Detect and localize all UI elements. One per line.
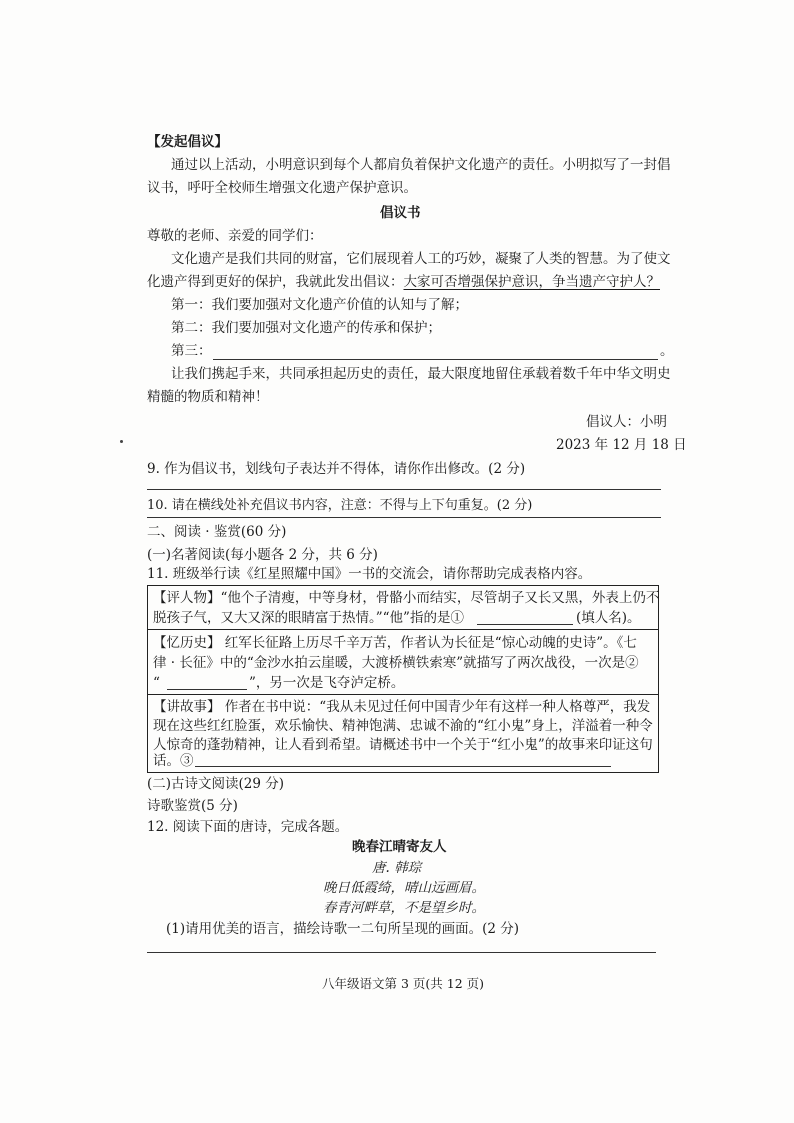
blank-2-line[interactable] [167,689,247,690]
table-row3-line1: 【讲故事】 作者在书中说：“我从未见过任何中国青少年有这样一种人格尊严，我发 [153,699,651,715]
page-footer: 八年级语文第 3 页(共 12 页) [322,976,485,991]
q10-answer-line[interactable] [147,517,661,518]
letter-date: 2023 年 12 月 18 日 [556,437,687,453]
letter-body-line-2 [147,273,660,291]
table-row2-line3: ”，另一次是飞夺泸定桥。 [249,675,405,691]
letter-salutation: 尊敬的老师、亲爱的同学们： [147,228,323,244]
question-11: 11. 班级举行读《红星照耀中国》一书的交流会，请你帮助完成表格内容。 [147,566,592,582]
closing-line-1: 让我们携起手来，共同承担起历史的责任，最大限度地留住承载着数千年中华文明史 [171,366,671,382]
table-row2-line1: 【忆历史】 红军长征路上历尽千辛万苦，作者认为长征是“惊心动魄的史诗”。《七 [153,635,637,651]
closing-line-2: 精髓的物质和精神！ [147,389,269,405]
point-3-period: 。 [660,343,674,359]
letter-body-line-1: 文化遗产是我们共同的财富，它们展现着人工的巧妙，凝聚了人类的智慧。为了使文 [171,251,671,267]
body-line-2-text: 化遗产得到更好的保护，我就此发出倡议： [147,274,404,290]
blank-3-line[interactable] [195,766,611,767]
section-2-title: 二、阅读 · 鉴赏(60 分) [147,524,287,540]
poem-line-2: 春青河畔草，不是望乡时。 [323,900,485,916]
question-12-1: (1)请用优美的语言，描绘诗歌一二句所呈现的画面。(2 分) [166,921,520,937]
letter-title: 倡议书 [380,205,421,221]
table-row1-line2-end: (填人名)。 [576,610,641,626]
question-10: 10. 请在横线处补充倡议书内容，注意：不得与上下句重复。(2 分) [147,498,533,513]
table-row3-line2: 现在这些红红脸蛋，欢乐愉快、精神饱满、忠诚不渝的“红小鬼”身上，洋溢着一种令 [153,718,653,734]
table-row3-line4: 话。③ [153,753,194,769]
poetry-heading: 诗歌鉴赏(5 分) [147,798,238,814]
table-row-divider-1 [148,629,658,630]
point-1: 第一：我们要加强对文化遗产价值的认知与了解； [171,297,468,313]
underlined-sentence: 大家可否增强保护意识，争当遗产守护人？ [403,274,660,290]
intro-line-2: 议书，呼吁全校师生增强文化遗产保护意识。 [147,180,417,196]
subsection-2-title: (二)古诗文阅读(29 分) [147,776,285,792]
table-row2-line2: 律 · 长征》中的“金沙水拍云崖暖，大渡桥横铁索寒”就描写了两次战役，一次是② [153,655,639,671]
section-header-initiative: 【发起倡议】 [147,134,228,150]
point-2: 第二：我们要加强对文化遗产的传承和保护； [171,320,441,336]
question-12: 12. 阅读下面的唐诗，完成各题。 [147,819,349,835]
table-row1-line2: 脱孩子气，又大又深的眼睛富于热情。”“他”指的是① [153,610,464,626]
point-3-label: 第三： [171,343,212,359]
poem-author: 唐. 韩琮 [372,860,422,876]
subsection-1-title: (一)名著阅读(每小题各 2 分，共 6 分) [147,547,378,563]
scan-speck [120,440,123,443]
intro-line-1: 通过以上活动，小明意识到每个人都肩负着保护文化遗产的责任。小明拟写了一封倡 [171,157,671,173]
table-row-divider-2 [148,694,658,695]
table-row3-line3: 人惊奇的蓬勃精神，让人看到希望。请概述书中一个关于“红小鬼”的故事来印证这句 [153,737,653,753]
q9-answer-line[interactable] [147,489,661,490]
q12-1-answer-line[interactable] [147,952,656,953]
poem-line-1: 晚日低霞绮，晴山远画眉。 [323,880,485,896]
blank-1-line[interactable] [477,624,573,625]
poem-title: 晚春江晴寄友人 [352,839,447,855]
table-row2-blank-quote: “ [153,675,160,691]
q11-table [147,585,659,773]
table-row1-line1: 【评人物】“他个子清瘦，中等身材，骨骼小而结实，尽管胡子又长又黑，外表上仍不 [153,590,660,606]
letter-signer: 倡议人：小明 [586,414,667,430]
question-9: 9. 作为倡议书，划线句子表达并不得体，请你作出修改。(2 分) [147,461,526,477]
point-3-answer-line[interactable] [213,359,658,360]
